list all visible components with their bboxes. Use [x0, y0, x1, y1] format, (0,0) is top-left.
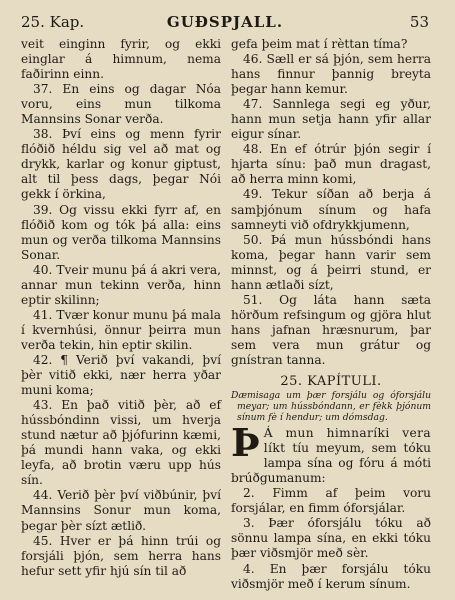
verse: 39. Og vissu ekki fyrr af, en flóðið kom og tók þá alla: eins mun og verða tilkoma Mannsins Sonar. — [21, 202, 221, 262]
continuation-text: gefa þeim mat í rèttan tíma? — [231, 37, 408, 51]
verse: 42. ¶ Verið því vakandi, því þèr vitið ekki, nær herra yðar muni koma; — [21, 352, 221, 398]
verse: 2. Fimm af þeim voru forsjálar, en fimm óforsjálar. — [231, 486, 431, 516]
chapter-heading: 25. KAPÍTULI. — [280, 374, 382, 390]
verse: 38. Því eins og menn fyrir flóðið héldu sig vel að mat og drykk, karlar og konur giptust, alt til þess dags, þegar Nói gekk í örkina, — [21, 127, 221, 202]
first-verse — [231, 420, 431, 486]
continuation-text: veit einginn fyrir, og ekki einglar á himnum, nema faðirinn einn. — [21, 37, 221, 82]
chapter-summary: Dæmisaga um þær forsjálu og óforsjálu meyar; um hússbóndann, er fèkk þjónum sínum fè í hendur; um dómsdag. — [231, 390, 431, 424]
verse: 51. Og láta hann sæta hörðum refsingum og gjöra hlut hans jafnan hræsnurum, þar sem vera mun grátur og gnístran tanna. — [231, 292, 431, 367]
first-words: Á mun himnaríki vera líkt — [263, 426, 431, 456]
verse: 37. En eins og dagar Nóa voru, eins mun tilkoma Mannsins Sonar verða. — [21, 82, 221, 127]
running-header — [21, 13, 429, 33]
verse: 41. Tvær konur munu þá mala í kvernhúsi, önnur þeirra mun verða tekin, hin eptir skilin. — [21, 307, 221, 352]
verse: 48. En ef ótrúr þjón segir í hjarta sínu: það mun dragast, að herra minn komi, — [231, 142, 431, 187]
verse: 47. Sannlega segi eg yður, hann mun setja hann yfir allar eigur sínar. — [231, 97, 431, 142]
verse: 4. En þær forsjálu tóku viðsmjör með í kerum sínum. — [231, 561, 431, 591]
page-number: 53 — [409, 13, 429, 31]
verse: 46. Sæll er sá þjón, sem herra hans finnur þannig breyta þegar hann kemur. — [231, 52, 431, 97]
right-column — [231, 37, 431, 592]
verse: 40. Tveir munu þá á akri vera, annar mun tekinn verða, hinn eptir skilinn; — [21, 262, 221, 307]
verse: 50. Þá mun hússbóndi hans koma, þegar hann varir sem minnst, og á þeirri stund, er hann ætlaði sízt, — [231, 232, 431, 292]
page-title: GUÐSPJALL. — [166, 13, 284, 31]
left-column — [21, 37, 221, 579]
drop-cap: Þ — [231, 420, 260, 466]
verse: 3. Þær óforsjálu tóku að sönnu lampa sína, en ekki tóku þær viðsmjör með sèr. — [231, 516, 431, 561]
verse: 43. En það vitið þèr, að ef hússbóndinn vissi, um hverja stund nætur að þjófurinn kæmi, þá mundi hann vaka, og ekki leyfa, að brotin væru upp hús sín. — [21, 398, 221, 488]
first-verse-text: tíu meyum, sem tóku lampa sína og fóru á móti brúðgumanum: — [231, 441, 431, 486]
chapter-label: 25. Kap. — [21, 13, 85, 31]
verse: 49. Tekur síðan að berja á samþjónum sínum og hafa samneyti við ofdrykkjumenn, — [231, 187, 431, 232]
verse: 45. Hver er þá hinn trúi og forsjáli þjón, sem herra hans hefur sett yfir hjú sín til að — [21, 533, 221, 578]
verse: 44. Verið þèr því viðbúnir, því Mannsins Sonur mun koma, þegar þèr sízt ætlið. — [21, 488, 221, 533]
